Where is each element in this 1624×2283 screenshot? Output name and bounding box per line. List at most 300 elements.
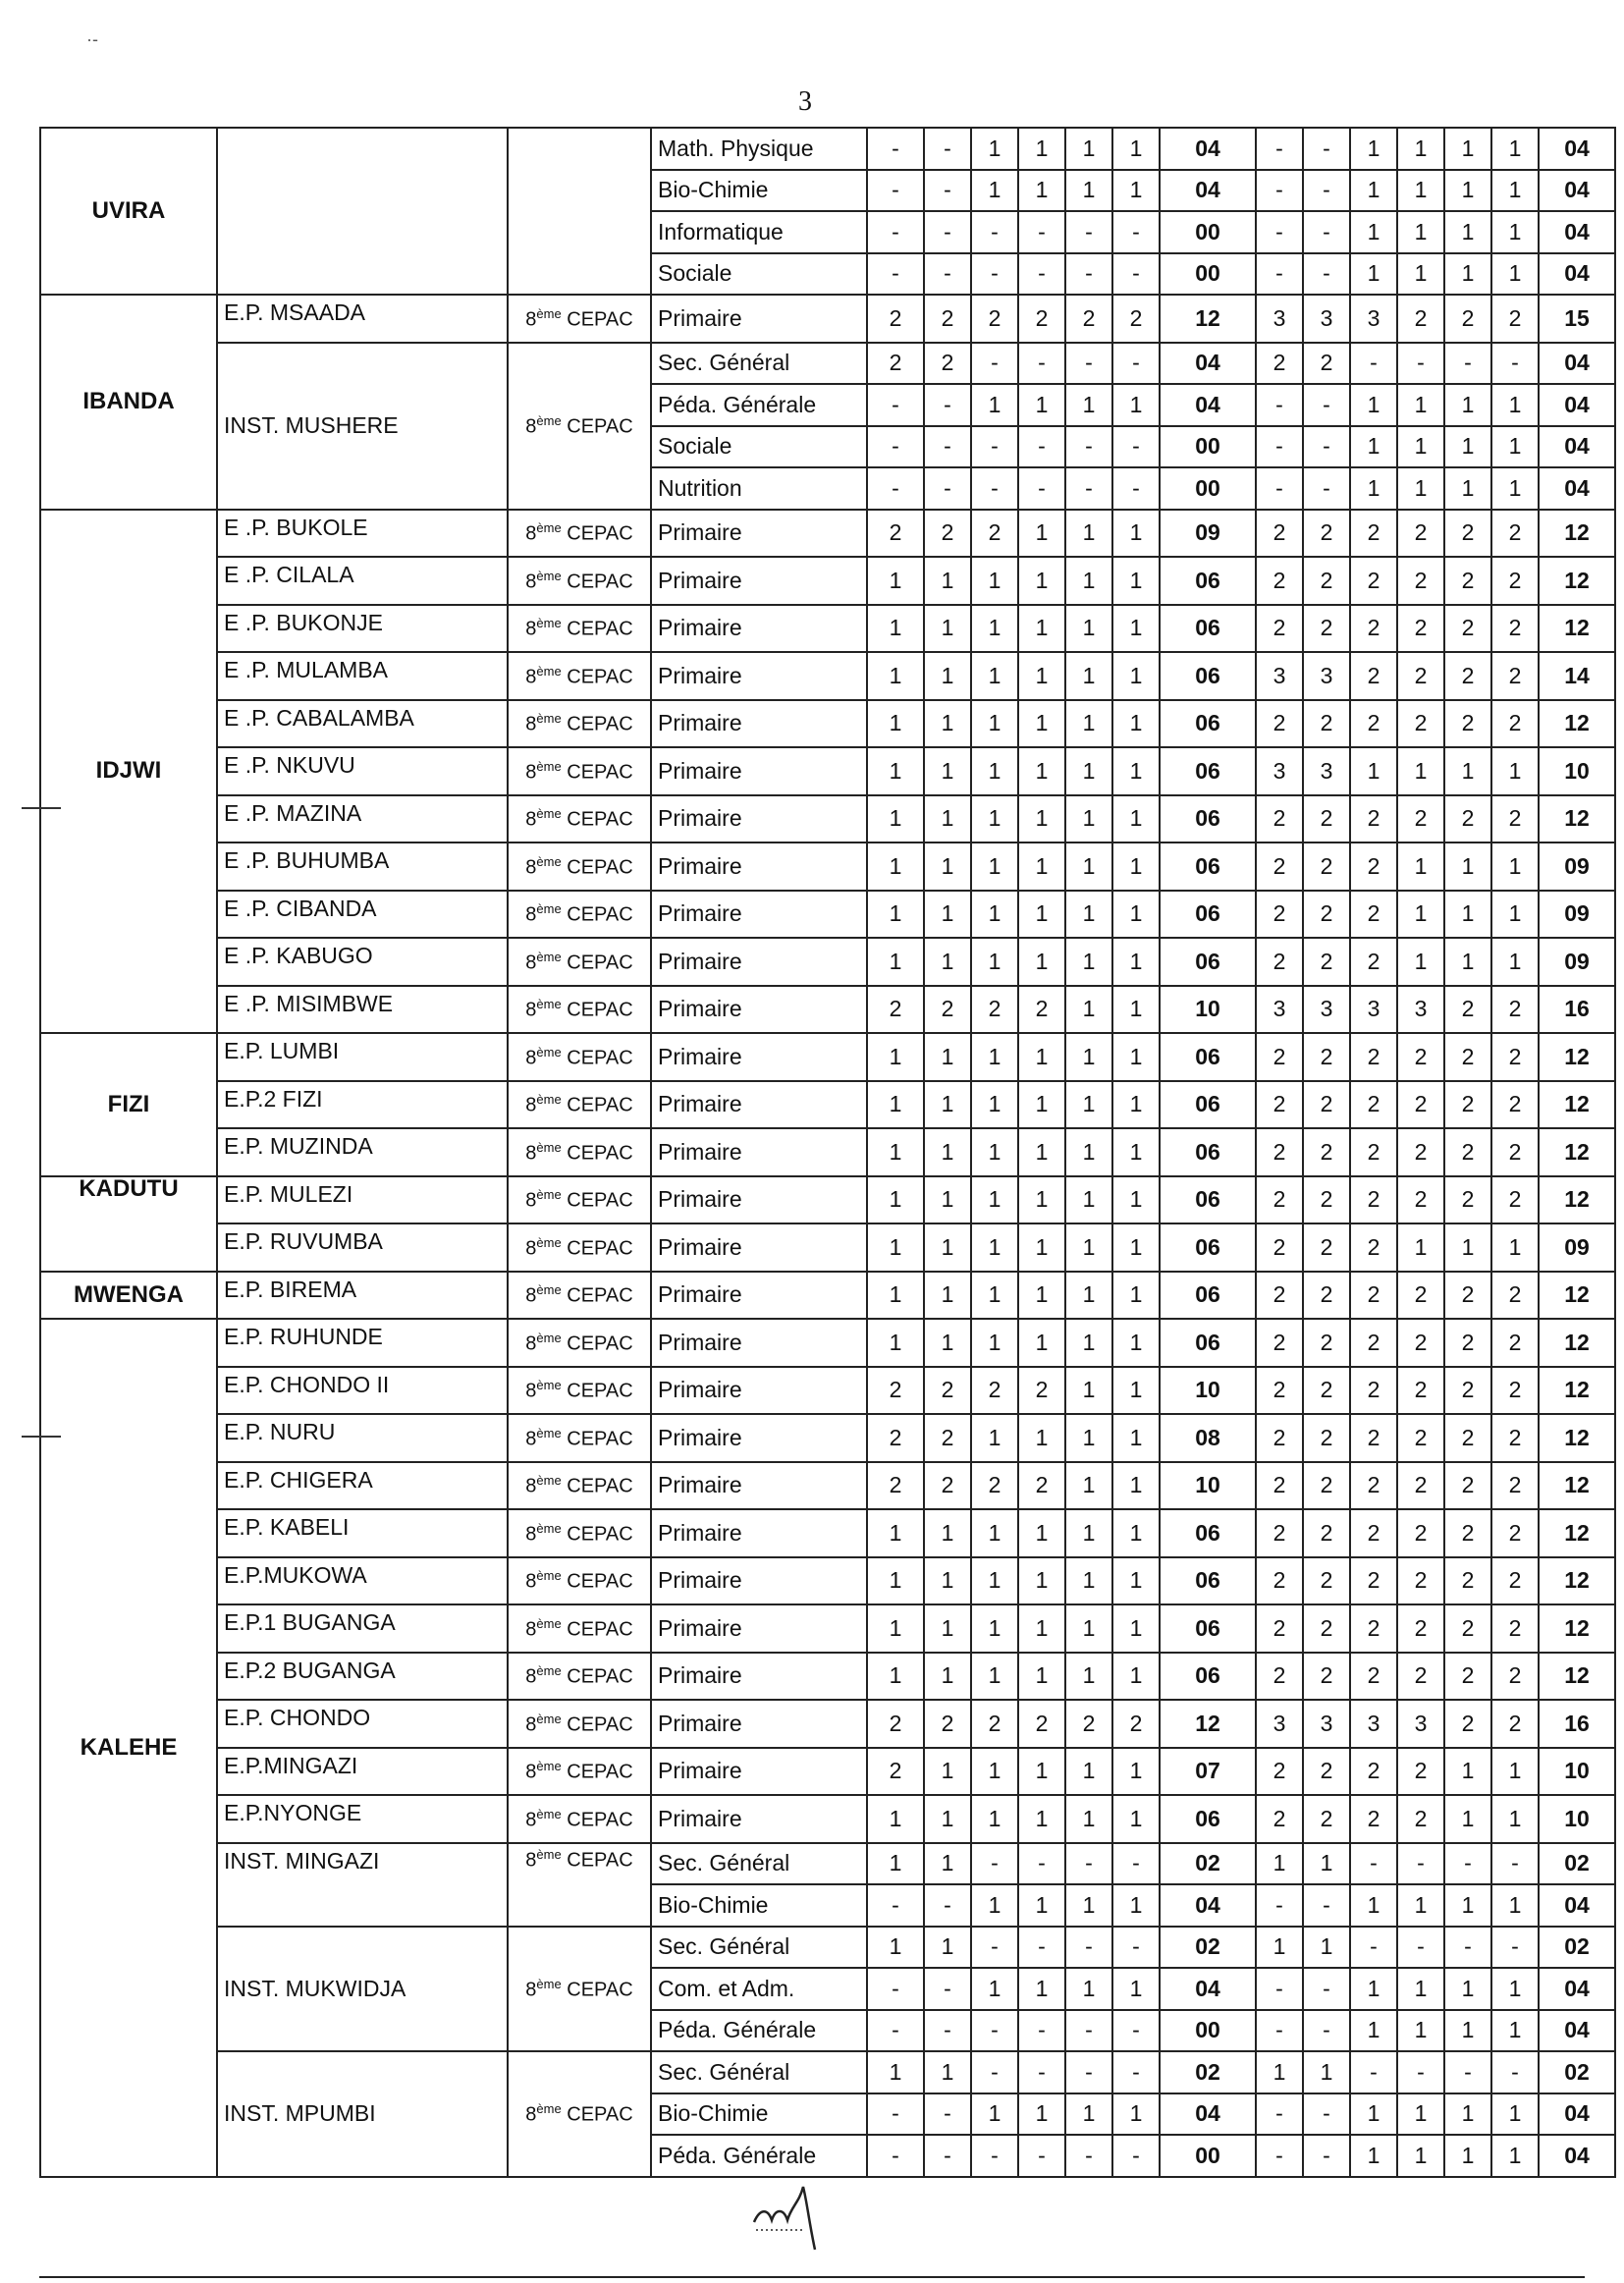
- value-cell: 1: [867, 1927, 924, 1969]
- value-cell: -: [1065, 2051, 1112, 2093]
- value-cell: 2: [1444, 1557, 1491, 1605]
- grade-cell: [508, 938, 651, 986]
- grade-exam: CEPAC: [561, 619, 633, 641]
- grade-cell: [508, 2051, 651, 2177]
- section-cell: Primaire: [651, 1128, 867, 1176]
- value-cell: -: [1397, 2051, 1444, 2093]
- value-cell: -: [1444, 1843, 1491, 1885]
- value-cell: 2: [1303, 795, 1350, 843]
- value-cell: 1: [1018, 384, 1065, 426]
- section-cell: Primaire: [651, 1414, 867, 1462]
- value-cell: -: [1303, 2093, 1350, 2136]
- total-cell: 10: [1539, 1748, 1615, 1796]
- value-cell: 1: [1018, 1509, 1065, 1557]
- grade-cell: [508, 1462, 651, 1510]
- value-cell: -: [1303, 170, 1350, 212]
- value-cell: 2: [1491, 1128, 1539, 1176]
- value-cell: -: [1112, 2010, 1160, 2052]
- value-cell: -: [1303, 253, 1350, 296]
- table-row: [40, 1462, 1615, 1510]
- school-name-cell: E.P. CHONDO: [217, 1700, 508, 1748]
- value-cell: 2: [1350, 1128, 1397, 1176]
- value-cell: 3: [1303, 1700, 1350, 1748]
- section-cell: Primaire: [651, 652, 867, 700]
- grade-number: 8: [525, 1237, 537, 1260]
- value-cell: 1: [1397, 938, 1444, 986]
- value-cell: 1: [971, 938, 1018, 986]
- value-cell: 2: [1256, 557, 1303, 605]
- value-cell: 1: [971, 843, 1018, 891]
- grade-exam: CEPAC: [561, 1476, 633, 1498]
- value-cell: 2: [1491, 1414, 1539, 1462]
- value-cell: 1: [1491, 253, 1539, 296]
- grade-cell: [508, 652, 651, 700]
- total-cell: 06: [1160, 652, 1256, 700]
- grade-superscript: ème: [536, 1044, 562, 1060]
- value-cell: 1: [1444, 1884, 1491, 1927]
- value-cell: -: [867, 170, 924, 212]
- region-cell: UVIRA: [40, 128, 217, 295]
- section-cell: Primaire: [651, 1653, 867, 1701]
- value-cell: 1: [1491, 384, 1539, 426]
- value-cell: 1: [924, 1128, 971, 1176]
- grade-cell: [508, 1319, 651, 1367]
- grade-cell: [508, 1414, 651, 1462]
- grade-exam: CEPAC: [561, 1000, 633, 1022]
- value-cell: 2: [1350, 1557, 1397, 1605]
- value-cell: 1: [1397, 2010, 1444, 2052]
- grade-superscript: ème: [536, 1520, 562, 1536]
- value-cell: 1: [1444, 1968, 1491, 2010]
- value-cell: 1: [1065, 1081, 1112, 1129]
- section-cell: Sociale: [651, 426, 867, 468]
- value-cell: 2: [1397, 1367, 1444, 1415]
- value-cell: 1: [1397, 2093, 1444, 2136]
- value-cell: 3: [1256, 652, 1303, 700]
- value-cell: 1: [867, 1557, 924, 1605]
- value-cell: 1: [1444, 128, 1491, 170]
- value-cell: 1: [1491, 2135, 1539, 2177]
- grade-superscript: ème: [536, 1092, 562, 1108]
- table-row: [40, 1795, 1615, 1843]
- value-cell: 2: [1444, 1033, 1491, 1081]
- value-cell: 1: [924, 1843, 971, 1885]
- school-name-cell: [217, 128, 508, 295]
- value-cell: 2: [1018, 295, 1065, 343]
- value-cell: 1: [1065, 938, 1112, 986]
- grade-cell: [508, 1509, 651, 1557]
- value-cell: 2: [1444, 1272, 1491, 1320]
- value-cell: -: [1256, 170, 1303, 212]
- value-cell: -: [1256, 211, 1303, 253]
- value-cell: 2: [1256, 1223, 1303, 1272]
- value-cell: -: [1018, 211, 1065, 253]
- grade-exam: CEPAC: [561, 1849, 633, 1872]
- value-cell: 1: [1444, 938, 1491, 986]
- value-cell: 1: [1491, 1884, 1539, 1927]
- section-cell: Sec. Général: [651, 2051, 867, 2093]
- value-cell: 1: [971, 1748, 1018, 1796]
- value-cell: 1: [867, 1081, 924, 1129]
- value-cell: 1: [867, 1509, 924, 1557]
- value-cell: 1: [867, 652, 924, 700]
- section-cell: Bio-Chimie: [651, 2093, 867, 2136]
- value-cell: -: [1397, 1927, 1444, 1969]
- value-cell: 2: [1350, 1462, 1397, 1510]
- value-cell: 2: [1303, 1748, 1350, 1796]
- page-number: 3: [798, 86, 812, 117]
- value-cell: 1: [1065, 1748, 1112, 1796]
- value-cell: 1: [867, 1843, 924, 1885]
- total-cell: 12: [1539, 1462, 1615, 1510]
- grade-cell: [508, 343, 651, 510]
- value-cell: 1: [1444, 2093, 1491, 2136]
- value-cell: 1: [1065, 1128, 1112, 1176]
- grade-superscript: ème: [536, 758, 562, 774]
- value-cell: 1: [867, 1653, 924, 1701]
- value-cell: 1: [1491, 891, 1539, 939]
- value-cell: 1: [1397, 128, 1444, 170]
- value-cell: 2: [1350, 557, 1397, 605]
- value-cell: 1: [971, 1557, 1018, 1605]
- grade-number: 8: [525, 1809, 537, 1831]
- value-cell: 1: [1491, 211, 1539, 253]
- value-cell: 1: [924, 1653, 971, 1701]
- value-cell: 2: [1397, 1272, 1444, 1320]
- value-cell: 1: [971, 1176, 1018, 1224]
- grade-number: 8: [525, 666, 537, 688]
- section-cell: Primaire: [651, 1319, 867, 1367]
- grade-superscript: ème: [536, 997, 562, 1012]
- value-cell: -: [924, 2010, 971, 2052]
- value-cell: 1: [1444, 211, 1491, 253]
- region-cell: IDJWI: [40, 510, 217, 1034]
- grade-exam: CEPAC: [561, 714, 633, 736]
- value-cell: 1: [924, 795, 971, 843]
- grade-superscript: ème: [536, 1234, 562, 1250]
- value-cell: 1: [1065, 1462, 1112, 1510]
- value-cell: 2: [867, 986, 924, 1034]
- value-cell: 1: [971, 557, 1018, 605]
- grade-number: 8: [525, 1713, 537, 1736]
- table-row: [40, 295, 1615, 343]
- value-cell: 1: [924, 1927, 971, 1969]
- value-cell: -: [1444, 2051, 1491, 2093]
- total-cell: 06: [1160, 1223, 1256, 1272]
- school-name-cell: E.P. CHIGERA: [217, 1462, 508, 1510]
- value-cell: 2: [1256, 1604, 1303, 1653]
- value-cell: 1: [924, 1748, 971, 1796]
- value-cell: 1: [1065, 1557, 1112, 1605]
- value-cell: 2: [1303, 1223, 1350, 1272]
- total-cell: 02: [1160, 2051, 1256, 2093]
- region-cell: MWENGA: [40, 1272, 217, 1320]
- value-cell: 1: [1397, 1223, 1444, 1272]
- value-cell: 1: [1350, 426, 1397, 468]
- grade-exam: CEPAC: [561, 1190, 633, 1213]
- value-cell: -: [1256, 2093, 1303, 2136]
- grade-superscript: ème: [536, 806, 562, 822]
- grade-exam: CEPAC: [561, 951, 633, 974]
- grade-exam: CEPAC: [561, 571, 633, 593]
- school-name-cell: E.P. KABELI: [217, 1509, 508, 1557]
- grade-superscript: ème: [536, 853, 562, 869]
- grade-superscript: ème: [536, 413, 562, 429]
- value-cell: 2: [1303, 1795, 1350, 1843]
- total-cell: 06: [1160, 1509, 1256, 1557]
- value-cell: 1: [1397, 211, 1444, 253]
- value-cell: 2: [1491, 510, 1539, 558]
- region-cell: KADUTU: [40, 1176, 217, 1272]
- table-row: [40, 938, 1615, 986]
- value-cell: 1: [924, 1176, 971, 1224]
- value-cell: 1: [971, 795, 1018, 843]
- value-cell: 1: [1018, 1176, 1065, 1224]
- value-cell: 1: [1350, 1968, 1397, 2010]
- value-cell: 2: [1444, 1319, 1491, 1367]
- total-cell: 00: [1160, 426, 1256, 468]
- value-cell: 2: [1491, 1700, 1539, 1748]
- value-cell: 2: [1350, 652, 1397, 700]
- grade-cell: [508, 1604, 651, 1653]
- section-cell: Primaire: [651, 891, 867, 939]
- value-cell: 1: [1112, 1748, 1160, 1796]
- value-cell: 2: [1397, 557, 1444, 605]
- value-cell: 1: [1065, 700, 1112, 748]
- value-cell: 1: [971, 1033, 1018, 1081]
- value-cell: -: [1491, 1927, 1539, 1969]
- value-cell: -: [1112, 426, 1160, 468]
- grade-cell: [508, 295, 651, 343]
- value-cell: 1: [1018, 1272, 1065, 1320]
- value-cell: -: [1018, 2051, 1065, 2093]
- section-cell: Primaire: [651, 1557, 867, 1605]
- value-cell: -: [1491, 1843, 1539, 1885]
- value-cell: 3: [1350, 1700, 1397, 1748]
- value-cell: 2: [867, 510, 924, 558]
- section-cell: Informatique: [651, 211, 867, 253]
- value-cell: 1: [1397, 747, 1444, 795]
- value-cell: -: [1018, 1843, 1065, 1885]
- value-cell: -: [1065, 1843, 1112, 1885]
- school-name-cell: INST. MPUMBI: [217, 2051, 508, 2177]
- value-cell: 2: [1397, 795, 1444, 843]
- value-cell: 1: [1065, 1272, 1112, 1320]
- value-cell: 1: [1444, 1748, 1491, 1796]
- grade-cell: [508, 747, 651, 795]
- value-cell: 2: [1397, 1319, 1444, 1367]
- value-cell: 2: [1444, 1128, 1491, 1176]
- value-cell: 1: [1397, 2135, 1444, 2177]
- total-cell: 12: [1539, 1081, 1615, 1129]
- grade-exam: CEPAC: [561, 2104, 633, 2127]
- margin-mark: [22, 807, 61, 809]
- value-cell: 1: [1303, 1843, 1350, 1885]
- value-cell: 1: [867, 557, 924, 605]
- grade-number: 8: [525, 1142, 537, 1165]
- table-row: [40, 747, 1615, 795]
- value-cell: -: [1065, 1927, 1112, 1969]
- value-cell: 2: [1444, 605, 1491, 653]
- value-cell: 1: [1065, 1176, 1112, 1224]
- school-name-cell: E .P. MULAMBA: [217, 652, 508, 700]
- grade-exam: CEPAC: [561, 1571, 633, 1594]
- total-cell: 04: [1539, 1968, 1615, 2010]
- value-cell: 1: [1444, 384, 1491, 426]
- value-cell: -: [1303, 211, 1350, 253]
- value-cell: 2: [1112, 295, 1160, 343]
- grade-cell: [508, 1272, 651, 1320]
- value-cell: 1: [1065, 1653, 1112, 1701]
- table-row: [40, 605, 1615, 653]
- value-cell: -: [1303, 128, 1350, 170]
- value-cell: 2: [1303, 557, 1350, 605]
- value-cell: 2: [867, 295, 924, 343]
- total-cell: 09: [1539, 891, 1615, 939]
- table-row: [40, 1557, 1615, 1605]
- table-row: [40, 343, 1615, 385]
- value-cell: -: [1444, 343, 1491, 385]
- value-cell: 1: [1018, 1414, 1065, 1462]
- grade-superscript: ème: [536, 2101, 562, 2117]
- grade-superscript: ème: [536, 1187, 562, 1203]
- value-cell: 1: [924, 1604, 971, 1653]
- value-cell: 2: [1397, 510, 1444, 558]
- table-row: [40, 795, 1615, 843]
- value-cell: 1: [1112, 1272, 1160, 1320]
- grade-superscript: ème: [536, 949, 562, 964]
- value-cell: 2: [867, 1748, 924, 1796]
- value-cell: 1: [1065, 795, 1112, 843]
- value-cell: 3: [1303, 295, 1350, 343]
- value-cell: 1: [1018, 938, 1065, 986]
- value-cell: 1: [971, 891, 1018, 939]
- value-cell: -: [1018, 467, 1065, 510]
- value-cell: 1: [1397, 843, 1444, 891]
- value-cell: 1: [971, 1128, 1018, 1176]
- value-cell: 2: [1256, 1509, 1303, 1557]
- value-cell: 1: [1444, 170, 1491, 212]
- value-cell: 2: [1397, 1509, 1444, 1557]
- value-cell: 1: [867, 938, 924, 986]
- value-cell: -: [924, 1884, 971, 1927]
- total-cell: 04: [1539, 2135, 1615, 2177]
- value-cell: 1: [1491, 747, 1539, 795]
- value-cell: 1: [1065, 557, 1112, 605]
- value-cell: 1: [867, 605, 924, 653]
- grade-superscript: ème: [536, 1282, 562, 1298]
- grade-superscript: ème: [536, 1846, 562, 1862]
- region-cell: FIZI: [40, 1033, 217, 1176]
- school-name-cell: E .P. MISIMBWE: [217, 986, 508, 1034]
- total-cell: 12: [1160, 295, 1256, 343]
- value-cell: 1: [867, 795, 924, 843]
- value-cell: -: [1256, 1968, 1303, 2010]
- grade-cell: [508, 1176, 651, 1224]
- value-cell: 3: [1350, 295, 1397, 343]
- grade-number: 8: [525, 619, 537, 641]
- value-cell: 2: [1256, 605, 1303, 653]
- table-row: [40, 1367, 1615, 1415]
- total-cell: 08: [1160, 1414, 1256, 1462]
- value-cell: 1: [1444, 253, 1491, 296]
- value-cell: -: [1350, 2051, 1397, 2093]
- value-cell: 1: [1065, 1884, 1112, 1927]
- school-name-cell: E .P. CABALAMBA: [217, 700, 508, 748]
- value-cell: 1: [1112, 795, 1160, 843]
- value-cell: 2: [1303, 1414, 1350, 1462]
- value-cell: -: [1256, 253, 1303, 296]
- value-cell: 1: [1112, 1176, 1160, 1224]
- value-cell: -: [1112, 1927, 1160, 1969]
- value-cell: 2: [1444, 1653, 1491, 1701]
- grade-exam: CEPAC: [561, 1618, 633, 1641]
- total-cell: 12: [1539, 1272, 1615, 1320]
- value-cell: 2: [1303, 1653, 1350, 1701]
- value-cell: -: [1112, 2051, 1160, 2093]
- value-cell: 1: [1065, 1414, 1112, 1462]
- section-cell: Primaire: [651, 843, 867, 891]
- value-cell: 2: [1350, 1414, 1397, 1462]
- value-cell: 1: [1018, 891, 1065, 939]
- value-cell: 2: [1444, 1414, 1491, 1462]
- value-cell: 1: [1065, 1604, 1112, 1653]
- value-cell: 2: [1256, 891, 1303, 939]
- value-cell: -: [867, 253, 924, 296]
- value-cell: -: [1303, 384, 1350, 426]
- value-cell: 2: [1112, 1700, 1160, 1748]
- section-cell: Primaire: [651, 295, 867, 343]
- grade-number: 8: [525, 1332, 537, 1355]
- grade-number: 8: [525, 856, 537, 879]
- value-cell: 1: [1065, 2093, 1112, 2136]
- value-cell: 2: [1444, 295, 1491, 343]
- value-cell: 2: [1491, 295, 1539, 343]
- total-cell: 04: [1160, 1968, 1256, 2010]
- value-cell: 1: [1018, 1128, 1065, 1176]
- section-cell: Péda. Générale: [651, 384, 867, 426]
- value-cell: 2: [1303, 700, 1350, 748]
- section-cell: Math. Physique: [651, 128, 867, 170]
- value-cell: 1: [971, 1968, 1018, 2010]
- value-cell: 1: [1065, 170, 1112, 212]
- value-cell: -: [1018, 2010, 1065, 2052]
- total-cell: 00: [1160, 211, 1256, 253]
- grade-superscript: ème: [536, 305, 562, 321]
- grade-exam: CEPAC: [561, 1285, 633, 1308]
- grade-cell: [508, 986, 651, 1034]
- grade-exam: CEPAC: [561, 1237, 633, 1260]
- value-cell: -: [1256, 2010, 1303, 2052]
- table-row: [40, 2051, 1615, 2093]
- value-cell: 1: [1444, 843, 1491, 891]
- value-cell: -: [867, 2135, 924, 2177]
- value-cell: 2: [1256, 1557, 1303, 1605]
- value-cell: 1: [971, 1795, 1018, 1843]
- value-cell: 1: [1350, 128, 1397, 170]
- value-cell: 1: [924, 747, 971, 795]
- value-cell: 1: [1397, 1968, 1444, 2010]
- table-row: [40, 1414, 1615, 1462]
- value-cell: 2: [1256, 1367, 1303, 1415]
- value-cell: 2: [867, 343, 924, 385]
- value-cell: 1: [1065, 128, 1112, 170]
- value-cell: 1: [1444, 426, 1491, 468]
- total-cell: 10: [1160, 1462, 1256, 1510]
- value-cell: 1: [1303, 2051, 1350, 2093]
- grade-exam: CEPAC: [561, 523, 633, 546]
- value-cell: 2: [867, 1367, 924, 1415]
